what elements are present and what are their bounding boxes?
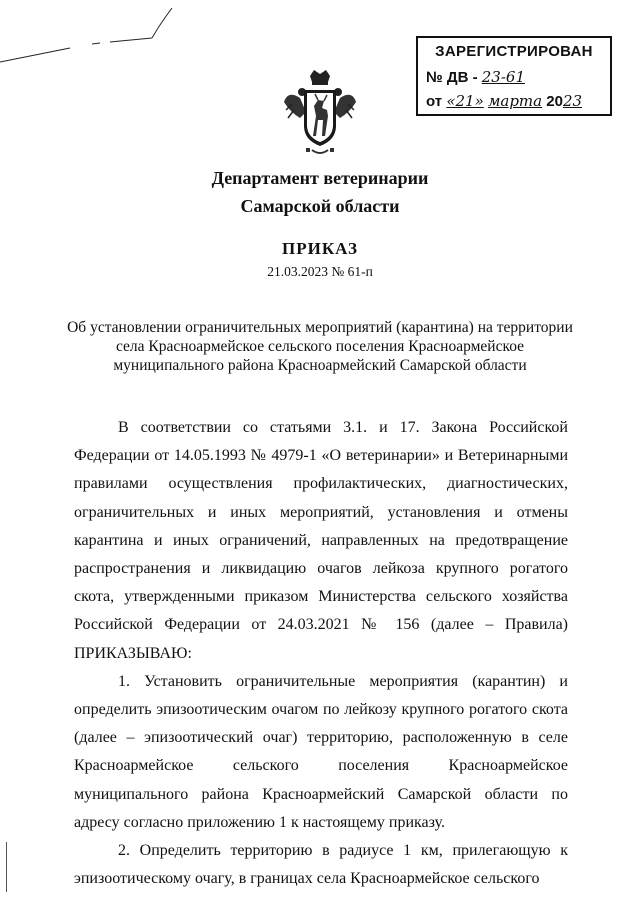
stamp-date-prefix: от <box>426 93 443 110</box>
document-body <box>74 414 568 893</box>
stamp-date-month: марта <box>487 92 543 110</box>
handwritten-marks <box>0 0 200 80</box>
stamp-title: ЗАРЕГИСТРИРОВАН <box>435 43 593 60</box>
stamp-number-value: 23-61 <box>481 68 525 86</box>
scan-edge-line <box>6 842 7 892</box>
stamp-date-day: «21» <box>446 92 484 110</box>
stamp-date-year-prefix: 20 <box>546 93 563 110</box>
stamp-number-line <box>426 68 525 86</box>
paragraph-item-1: 1. Установить ограничительные мероприятия (карантин) и определить эпизоотическим очагом по лейкозу крупного рогатого скота (далее – эпизоотический очаг) территорию, расположенную в селе Красноармейское сельского поселения Красноармейское муниципального района Красноармейский Самарской области по адресу согласно приложению 1 к настоящему приказу. <box>74 672 568 831</box>
document-subject: Об установлении ограничительных мероприятий (карантина) на территории села Красноармейское сельского поселения Красноармейское муниципального района Красноармейский Самарской области <box>67 319 573 374</box>
paragraph-preamble: В соответствии со статьями 3.1. и 17. Закона Российской Федерации от 14.05.1993 № 4979-1 «О ветеринарии» и Ветеринарными правилами осуществления профилактических, диагностических, ограничительных и иных мероприятий, установления и отмены карантина и иных ограничений, направленных на предотвращение распространения и ликвидацию очагов лейкоза крупного рогатого скота, утвержденными приказом Министерства сельского хозяйства Российской Федерации от 24.03.2021 № 156 (далее – Правила) ПРИКАЗЫВАЮ: <box>74 419 568 662</box>
document-type: ПРИКАЗ <box>282 239 358 258</box>
registration-stamp <box>416 36 612 116</box>
department-name-line1: Департамент ветеринарии <box>211 168 429 188</box>
stamp-date-year-suffix: 23 <box>562 92 583 110</box>
document-date-number: 21.03.2023 № 61-п <box>267 264 373 279</box>
stamp-number-label: № ДВ - <box>426 69 478 86</box>
paragraph-item-2: 2. Определить территорию в радиусе 1 км, прилегающую к эпизоотическому очагу, в границах села Красноармейское сельского <box>74 842 568 888</box>
coat-of-arms-icon <box>282 68 358 158</box>
stamp-date-line <box>426 92 582 110</box>
department-name-line2: Самарской области <box>240 196 400 216</box>
